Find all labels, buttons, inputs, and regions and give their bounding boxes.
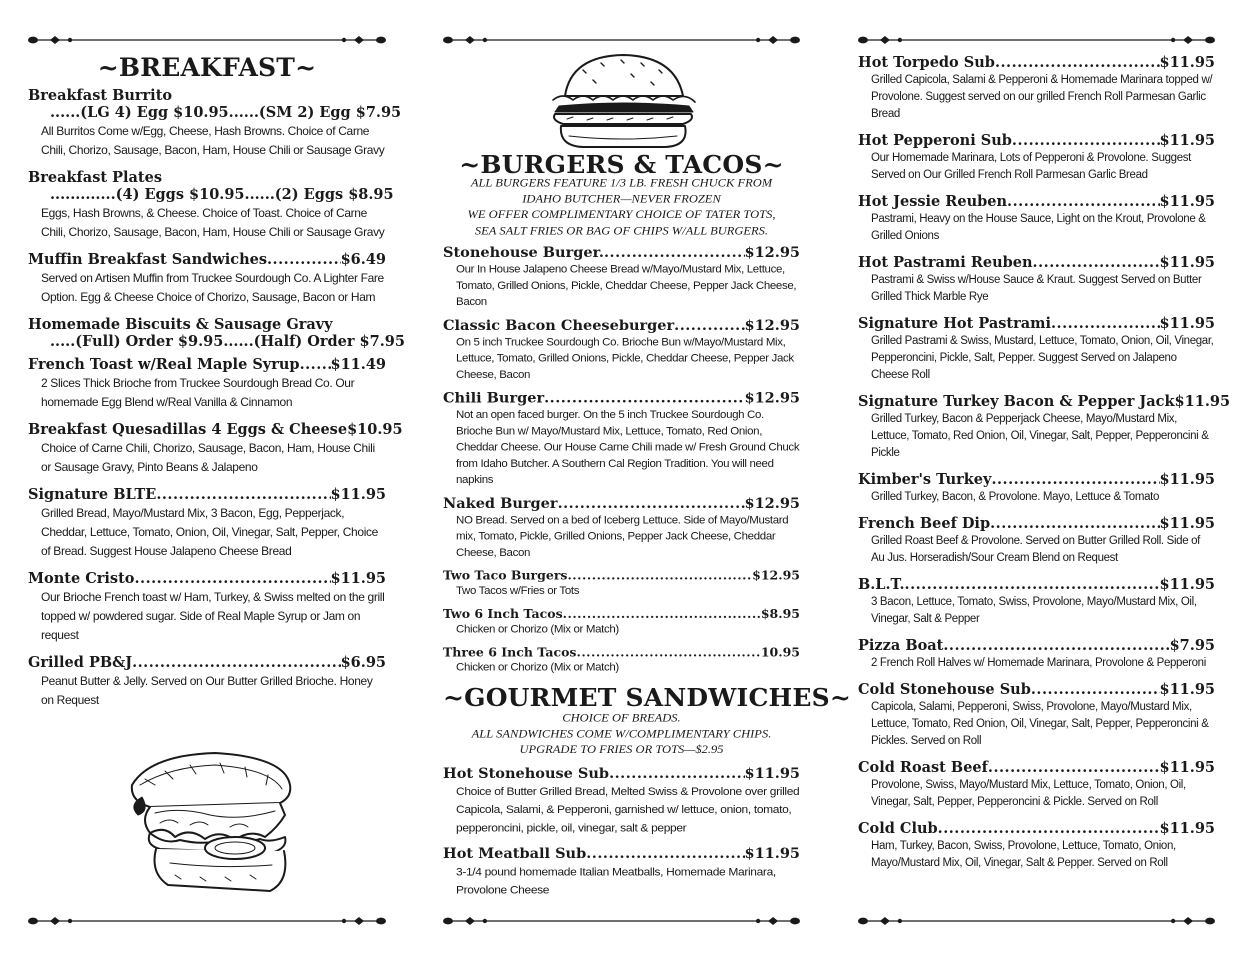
burgers-intro xyxy=(443,175,800,238)
menu-item-name: Grilled PB&J xyxy=(28,654,133,671)
dot-leader xyxy=(576,645,760,659)
gourmet-intro xyxy=(443,710,800,757)
menu-item-price: $11.95 xyxy=(330,486,386,503)
menu-item xyxy=(858,681,1215,750)
menu-item-name: Hot Pastrami Reuben xyxy=(858,254,1033,271)
menu-item-header xyxy=(28,169,386,186)
menu-item-price: $12.95 xyxy=(744,495,800,512)
dot-leader xyxy=(567,568,752,582)
menu-item-name: Breakfast Burrito xyxy=(28,87,173,104)
menu-item-name: Breakfast Plates xyxy=(28,169,162,186)
bottom-ornament-divider xyxy=(443,914,800,928)
menu-item-name: Three 6 Inch Tacos xyxy=(443,644,577,660)
menu-item xyxy=(28,486,386,561)
menu-item-price: $11.95 xyxy=(1174,393,1231,410)
menu-item-price: $11.95 xyxy=(744,845,800,862)
menu-item-price: $6.95 xyxy=(340,654,386,671)
menu-item xyxy=(858,193,1215,245)
menu-item-price: $11.95 xyxy=(1159,576,1215,593)
breakfast-column xyxy=(28,0,405,961)
menu-item xyxy=(858,254,1215,306)
sandwiches-column xyxy=(858,0,1231,961)
dot-leader xyxy=(1012,132,1160,149)
menu-item-name: French Toast w/Real Maple Syrup xyxy=(28,356,300,373)
menu-item-size-prices: ......(LG 4) Egg $10.95......(SM 2) Egg $7.95 xyxy=(50,104,402,121)
section-intro-line: UPGRADE TO FRIES OR TOTS—$2.95 xyxy=(519,742,724,756)
menu-item-description: Capicola, Salami, Pepperoni, Swiss, Provolone, Mayo/Mustard Mix, Lettuce, Tomato, Red Onion, Oil, Vinegar, Salt, Pepper, Pepperoncini & Pickles. Served on Roll xyxy=(871,701,1209,747)
menu-item-description: 2 French Roll Halves w/ Homemade Marinara, Provolone & Pepperoni xyxy=(871,657,1206,669)
menu-item xyxy=(443,390,800,489)
menu-item xyxy=(858,132,1215,184)
menu-item-size-prices: .....(Full) Order $9.95......(Half) Order $7.95 xyxy=(50,333,405,350)
menu-item-price: $11.95 xyxy=(1159,54,1215,71)
menu-item-header xyxy=(28,316,386,333)
menu-item-description: Grilled Capicola, Salami & Pepperoni & Homemade Marinara topped w/ Provolone. Suggest served on our grilled French Roll Parmesan Garlic Bread xyxy=(871,74,1213,120)
burgers-item-list xyxy=(443,245,800,677)
menu-item-price: $11.49 xyxy=(330,356,386,373)
menu-item xyxy=(28,570,386,645)
menu-item-description: 3-1/4 pound homemade Italian Meatballs, Homemade Marinara, Provolone Cheese xyxy=(456,864,776,897)
dot-leader xyxy=(905,576,1160,593)
section-intro-line: CHOICE OF BREADS. xyxy=(562,710,681,725)
menu-item-price: $11.95 xyxy=(1159,820,1215,837)
menu-item xyxy=(28,251,386,307)
menu-item-name: Monte Cristo xyxy=(28,570,135,587)
menu-item-description: Our Brioche French toast w/ Ham, Turkey, & Swiss melted on the grill topped w/ powdered sugar. Side of Real Maple Syrup or Jam on request xyxy=(41,590,385,642)
menu-item-name: Hot Pepperoni Sub xyxy=(858,132,1012,149)
section-intro-line: ALL SANDWICHES COME W/COMPLIMENTARY CHIPS. xyxy=(471,726,772,741)
menu-item-header xyxy=(443,765,800,781)
menu-item-header xyxy=(28,87,386,104)
burgers-title: ~BURGERS & TACOS~ xyxy=(459,151,784,179)
menu-item-description: Chicken or Chorizo (Mix or Match) xyxy=(456,623,619,636)
menu-item-name: Cold Club xyxy=(858,820,938,837)
menu-item-header xyxy=(858,515,1215,532)
menu-item xyxy=(858,471,1215,506)
menu-item-price: $12.95 xyxy=(752,568,800,583)
bottom-ornament-divider xyxy=(28,914,386,928)
menu-item-description: Grilled Turkey, Bacon & Pepperjack Cheese, Mayo/Mustard Mix, Lettuce, Tomato, Red Onion, Oil, Vinegar, Salt, Pepper, Pepperoncini & Pickle xyxy=(871,413,1209,459)
menu-item-price: $11.95 xyxy=(1159,193,1215,210)
menu-item-header xyxy=(858,393,1231,410)
menu-item-price: $12.95 xyxy=(744,390,800,407)
menu-item-description: Not an open faced burger. On the 5 inch Truckee Sourdough Co. Brioche Bun w/ Mayo/Mustard Mix, Lettuce, Tomato, Red Onion, Cheddar Cheese. Our House Carne Chili made w/ Fresh Ground Chuck from Idaho Butcher. A Southern Cal Region Tradition. You will need napkins xyxy=(456,409,800,486)
menu-item-name: French Beef Dip xyxy=(858,515,991,532)
menu-item-description: Pastrami & Swiss w/House Sauce & Kraut. Suggest Served on Butter Grilled Thick Marble Rye xyxy=(871,274,1202,303)
menu-item xyxy=(858,576,1215,628)
menu-item-header xyxy=(443,645,800,659)
menu-item-name: Breakfast Quesadillas 4 Eggs & Cheese xyxy=(28,421,348,438)
dot-leader xyxy=(156,486,330,503)
menu-item-price: $11.95 xyxy=(330,570,386,587)
menu-item xyxy=(28,169,394,242)
menu-item xyxy=(443,245,800,311)
dot-leader xyxy=(544,390,744,406)
menu-item xyxy=(858,759,1215,811)
menu-item-price: $11.95 xyxy=(1159,315,1215,332)
breakfast-title: ~BREAKFAST~ xyxy=(97,53,317,82)
menu-item-description: All Burritos Come w/Egg, Cheese, Hash Browns. Choice of Carne Chili, Chorizo, Sausage, Bacon, Ham, House Chili or Sausage Gravy xyxy=(41,124,385,157)
menu-item-header xyxy=(858,193,1215,210)
dot-leader xyxy=(609,765,744,781)
dot-leader xyxy=(563,607,761,621)
menu-item-size-prices: .............(4) Eggs $10.95......(2) Eggs $8.95 xyxy=(50,186,394,203)
menu-item xyxy=(858,54,1215,123)
menu-item-name: Hot Meatball Sub xyxy=(443,845,587,862)
section-intro-line: SEA SALT FRIES OR BAG OF CHIPS W/ALL BURGERS. xyxy=(474,223,769,237)
dot-leader xyxy=(995,54,1160,71)
menu-item-description: Grilled Turkey, Bacon, & Provolone. Mayo, Lettuce & Tomato xyxy=(871,491,1160,503)
menu-item-name: Hot Stonehouse Sub xyxy=(443,764,610,782)
top-ornament-divider xyxy=(28,33,386,47)
menu-item-header xyxy=(858,315,1215,332)
dot-leader xyxy=(558,496,745,512)
menu-item-name: Hot Jessie Reuben xyxy=(858,193,1008,210)
gourmet-title: ~GOURMET SANDWICHES~ xyxy=(443,684,852,712)
menu-item-name: Two 6 Inch Tacos xyxy=(443,606,563,621)
top-ornament-divider xyxy=(858,33,1215,47)
dot-leader xyxy=(990,515,1159,532)
menu-item-price: $11.95 xyxy=(1159,132,1215,149)
gourmet-item-list xyxy=(443,765,800,899)
menu-item xyxy=(28,316,405,350)
menu-item-description: Chicken or Chorizo (Mix or Match) xyxy=(456,662,619,674)
menu-item-name: B.L.T. xyxy=(858,576,905,593)
menu-item-description: On 5 inch Truckee Sourdough Co. Brioche Bun w/Mayo/Mustard Mix, Lettuce, Tomato, Grilled Onions, Pickle, Cheddar Cheese, Pepper Jack Cheese, Bacon xyxy=(456,336,794,381)
menu-item-description: Choice of Carne Chili, Chorizo, Sausage, Bacon, Ham, House Chili or Sausage Gravy, Pinto Beans & Jalapeno xyxy=(41,441,375,474)
menu-item xyxy=(443,765,800,837)
menu-item xyxy=(28,356,386,412)
menu-item-name: Classic Bacon Cheeseburger xyxy=(443,317,675,334)
top-ornament-divider xyxy=(443,33,800,47)
sandwich-illustration xyxy=(120,745,300,903)
menu-item xyxy=(443,645,800,677)
menu-item-price: $11.95 xyxy=(1159,471,1215,488)
menu-item-name: Stonehouse Burger. xyxy=(443,244,604,262)
menu-item xyxy=(28,87,402,160)
menu-item-name: Cold Roast Beef xyxy=(858,759,988,776)
menu-item-description: Our In House Jalapeno Cheese Bread w/Mayo/Mustard Mix, Lettuce, Tomato, Grilled Onions, Pickle, Cheddar Cheese, Pepper Jack Cheese, Bacon xyxy=(456,263,797,308)
menu-item-header xyxy=(28,421,403,438)
dot-leader xyxy=(604,245,745,261)
menu-item xyxy=(443,318,800,384)
menu-item-name: Muffin Breakfast Sandwiches xyxy=(28,251,267,268)
menu-item-header xyxy=(443,390,800,406)
menu-item-header xyxy=(443,568,800,582)
dot-leader xyxy=(132,654,341,671)
menu-item-header xyxy=(858,637,1215,654)
menu-item-header xyxy=(28,570,386,587)
menu-item-price: $10.95 xyxy=(347,421,403,438)
menu-item-price: $8.95 xyxy=(760,606,800,621)
menu-item-header xyxy=(858,681,1215,698)
menu-item-name: Kimber's Turkey xyxy=(858,471,992,488)
menu-item-header xyxy=(28,486,386,503)
dot-leader xyxy=(1031,681,1160,698)
menu-item-header xyxy=(443,496,800,512)
menu-item-description: Eggs, Hash Browns, & Cheese. Choice of Toast. Choice of Carne Chili, Chorizo, Sausage, Bacon, Ham, House Chili or Sausage Gravy xyxy=(41,206,385,239)
menu-item-name: Signature BLTE xyxy=(28,486,157,503)
menu-item-description: Grilled Roast Beef & Provolone. Served on Butter Grilled Roll. Side of Au Jus. Horseradish/Sour Cream Blend on Request xyxy=(871,535,1200,564)
menu-item xyxy=(28,654,386,710)
menu-item-header xyxy=(443,318,800,334)
menu-item-description: 2 Slices Thick Brioche from Truckee Sourdough Bread Co. Our homemade Egg Blend w/Real Vanilla & Cinnamon xyxy=(41,376,355,409)
breakfast-item-list xyxy=(28,87,405,710)
menu-item-price: $6.49 xyxy=(340,251,386,268)
menu-item-name: Chili Burger xyxy=(443,390,545,407)
menu-item-description: Served on Artisen Muffin from Truckee Sourdough Co. A Lighter Fare Option. Egg & Cheese Choice of Chorizo, Sausage, Bacon or Ham xyxy=(41,271,384,304)
sandwiches-item-list xyxy=(858,54,1231,872)
menu-item xyxy=(443,845,800,899)
section-intro-line: ALL BURGERS FEATURE 1/3 LB. FRESH CHUCK FROM xyxy=(470,175,773,190)
burger-illustration xyxy=(543,50,703,150)
menu-item-name: Two Taco Burgers xyxy=(443,568,568,583)
menu-item-header xyxy=(443,607,800,621)
menu-item-price: $7.95 xyxy=(1169,637,1215,654)
menu-item-name: Signature Turkey Bacon & Pepper Jack xyxy=(858,393,1175,410)
menu-item xyxy=(443,607,800,639)
menu-item xyxy=(858,315,1215,384)
menu-item xyxy=(443,496,800,562)
menu-item-price: $11.95 xyxy=(1159,515,1215,532)
menu-item-price: $11.95 xyxy=(1159,254,1215,271)
dot-leader xyxy=(991,471,1159,488)
menu-item-description: Pastrami, Heavy on the House Sauce, Light on the Krout, Provolone & Grilled Onions xyxy=(871,213,1206,242)
menu-item-header xyxy=(858,54,1215,71)
menu-item-description: Grilled Pastrami & Swiss, Mustard, Lettuce, Tomato, Onion, Oil, Vinegar, Pepperoncini, Pickle, Salt, Pepper. Suggest Served on Jalapeno Cheese Roll xyxy=(871,335,1214,381)
menu-item-description: 3 Bacon, Lettuce, Tomato, Swiss, Provolone, Mayo/Mustard Mix, Oil, Vinegar, Salt & Pepper xyxy=(871,596,1197,625)
dot-leader xyxy=(1051,315,1160,332)
menu-item-description: Our Homemade Marinara, Lots of Pepperoni & Provolone. Suggest Served on Our Grilled French Roll Parmesan Garlic Bread xyxy=(871,152,1192,181)
bottom-ornament-divider xyxy=(858,914,1215,928)
menu-item-description: NO Bread. Served on a bed of Iceberg Lettuce. Side of Mayo/Mustard mix, Tomato, Pickle, Grilled Onions, Pepper Jack Cheese, Cheddar Cheese, Bacon xyxy=(456,514,789,559)
menu-item xyxy=(858,515,1215,567)
menu-item xyxy=(858,637,1215,672)
menu-item-description: Ham, Turkey, Bacon, Swiss, Provolone, Lettuce, Tomato, Onion, Mayo/Mustard Mix, Oil, Vinegar, Salt & Pepper. Served on Roll xyxy=(871,840,1176,869)
menu-item-name: Pizza Boat xyxy=(858,637,944,654)
section-intro-line: WE OFFER COMPLIMENTARY CHOICE OF TATER TOTS, xyxy=(467,207,776,221)
dot-leader xyxy=(267,251,341,268)
menu-item-price: $11.95 xyxy=(1159,681,1215,698)
menu-item-description: Two Tacos w/Fries or Tots xyxy=(456,585,580,597)
menu-item-description: Provolone, Swiss, Mayo/Mustard Mix, Lettuce, Tomato, Onion, Oil, Vinegar, Salt, Pepper, Pepperoncini & Pickle. Served on Roll xyxy=(871,779,1186,808)
dot-leader xyxy=(938,820,1160,837)
menu-item-header xyxy=(858,576,1215,593)
dot-leader xyxy=(134,570,330,587)
menu-item-description: Peanut Butter & Jelly. Served on Our Butter Grilled Brioche. Honey on Request xyxy=(41,674,373,707)
menu-item-name: Naked Burger xyxy=(443,495,558,512)
menu-item-price: 10.95 xyxy=(760,644,800,660)
menu-item-header xyxy=(858,471,1215,488)
menu-item-header xyxy=(858,820,1215,837)
menu-item-header xyxy=(858,759,1215,776)
menu-item-description: Choice of Butter Grilled Bread, Melted Swiss & Provolone over grilled Capicola, Salami, & Pepperoni, garnished w/ lettuce, onion, tomato, pepperoncini, pickle, oil, vinegar, salt & pepper xyxy=(456,784,800,834)
dot-leader xyxy=(943,637,1169,654)
dot-leader xyxy=(300,356,331,373)
menu-item-price: $12.95 xyxy=(744,244,800,262)
menu-item-header xyxy=(858,254,1215,271)
menu-item-header xyxy=(28,356,386,373)
menu-item-header xyxy=(28,251,386,268)
menu-item-description: Grilled Bread, Mayo/Mustard Mix, 3 Bacon, Egg, Pepperjack, Cheddar, Lettuce, Tomato, Onion, Oil, Vinegar, Salt, Pepper, Choice of Bread. Suggest House Jalapeno Cheese Bread xyxy=(41,506,378,558)
menu-item xyxy=(443,568,800,600)
burgers-column xyxy=(443,0,852,961)
menu-item xyxy=(858,820,1215,872)
menu-item-header xyxy=(858,132,1215,149)
menu-item-name: Homemade Biscuits & Sausage Gravy xyxy=(28,316,333,333)
menu-item-header xyxy=(28,654,386,671)
menu-item-price: $12.95 xyxy=(744,317,800,334)
dot-leader xyxy=(674,318,744,334)
dot-leader xyxy=(1033,254,1160,271)
menu-item xyxy=(28,421,403,477)
menu-item-price: $11.95 xyxy=(744,764,800,782)
menu-item-name: Cold Stonehouse Sub xyxy=(858,681,1031,698)
menu-item xyxy=(858,393,1231,462)
dot-leader xyxy=(1007,193,1159,210)
dot-leader xyxy=(988,759,1160,776)
menu-item-price: $11.95 xyxy=(1159,759,1215,776)
menu-item-name: Hot Torpedo Sub xyxy=(858,54,995,71)
menu-item-header xyxy=(443,245,800,261)
menu-item-name: Signature Hot Pastrami xyxy=(858,315,1051,332)
dot-leader xyxy=(586,845,744,861)
section-intro-line: IDAHO BUTCHER—NEVER FROZEN xyxy=(522,191,721,206)
menu-item-header xyxy=(443,845,800,861)
